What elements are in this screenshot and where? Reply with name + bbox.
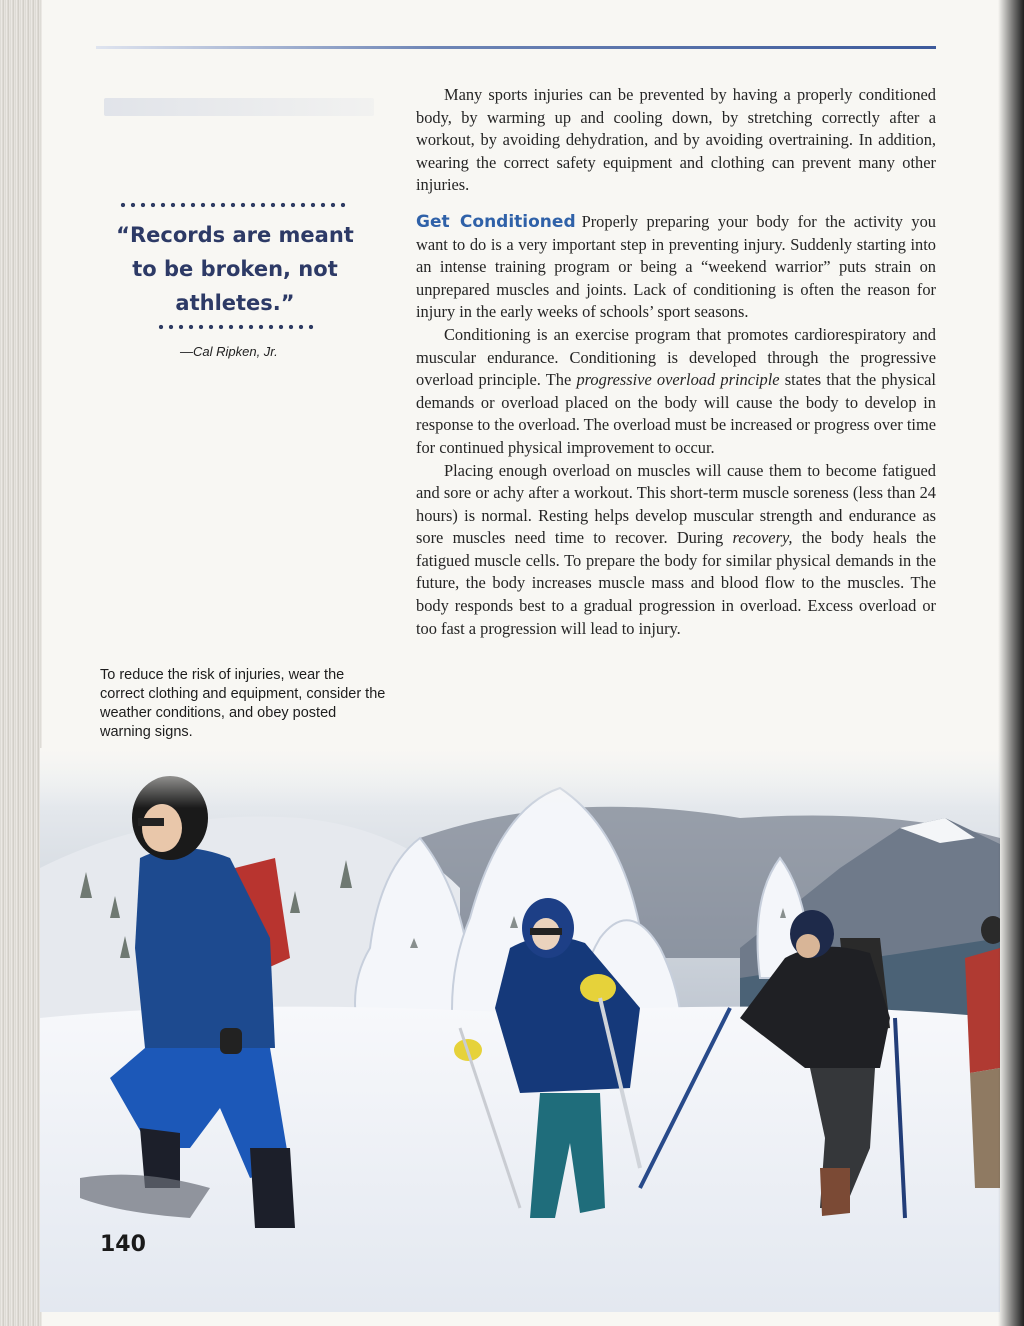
- p2-text-a: Conditioning is an exercise program that promotes cardiorespiratory and muscular endurance. Conditioning is developed through the progressive overload principle. The: [416, 324, 936, 390]
- p3-text-a: Placing enough overload on muscles will cause them to become fatigued and sore or achy after a workout. This short-term muscle soreness (less than 24 hours) is normal. Resting helps develop muscular strength and endurance as sore muscles need time to recover. During: [416, 460, 936, 548]
- section-p1-text: Properly preparing your body for the activity you want to do is a very important step in preventing injury. Suddenly starting into an intense training program or being a “weekend warrior” puts strain on unprepared muscles and joints. Lack of conditioning is often the reason for injury in the early weeks of schools’ sport seasons.: [416, 211, 936, 322]
- book-binding-edge: [0, 0, 42, 1326]
- quote-attribution: —Cal Ripken, Jr.: [180, 344, 278, 359]
- pull-quote: “Records are meant to be broken, not athletes.”: [116, 223, 354, 315]
- section-paragraph-3: [416, 460, 936, 641]
- snowshoe-illustration: [40, 748, 1000, 1312]
- p3-text-b: the body heals the fatigued muscle cells. To prepare the body for similar physical demands in the future, the body increases muscle mass and blood flow to the muscles. The body responds best to a gradual progression in overload. Excess overload or too fast a progression will lead to injury.: [416, 528, 936, 638]
- term-progressive-overload: progressive overload principle: [576, 370, 780, 390]
- quote-dotted-rule-bottom: [156, 324, 318, 330]
- p2-text-b: states that the physical demands or overload placed on the body will cause the body to develop in response to the overload. The overload must be increased or progress over time for continued physical improvement to occur.: [416, 370, 936, 457]
- snowshoe-photo: [40, 748, 1000, 1312]
- show-through-shadow: [104, 98, 374, 116]
- page-right-shadow: [998, 0, 1024, 1326]
- main-text-column: [416, 84, 936, 640]
- page-number: 140: [100, 1232, 146, 1257]
- top-rule: [96, 46, 936, 49]
- term-recovery: recovery,: [732, 528, 793, 548]
- section-paragraph-1: [416, 211, 936, 324]
- intro-paragraph: Many sports injuries can be prevented by having a properly conditioned body, by warming up and cooling down, by stretching correctly after a workout, by avoiding dehydration, and by avoiding overtraining. In addition, wearing the correct safety equipment and clothing can prevent many other injuries.: [416, 85, 936, 195]
- section-heading: Get Conditioned: [416, 211, 576, 232]
- section-paragraph-2: [416, 324, 936, 460]
- quote-dotted-rule-top: [118, 202, 350, 208]
- photo-caption: To reduce the risk of injuries, wear the correct clothing and equipment, consider the weather conditions, and obey posted warning signs.: [100, 667, 386, 740]
